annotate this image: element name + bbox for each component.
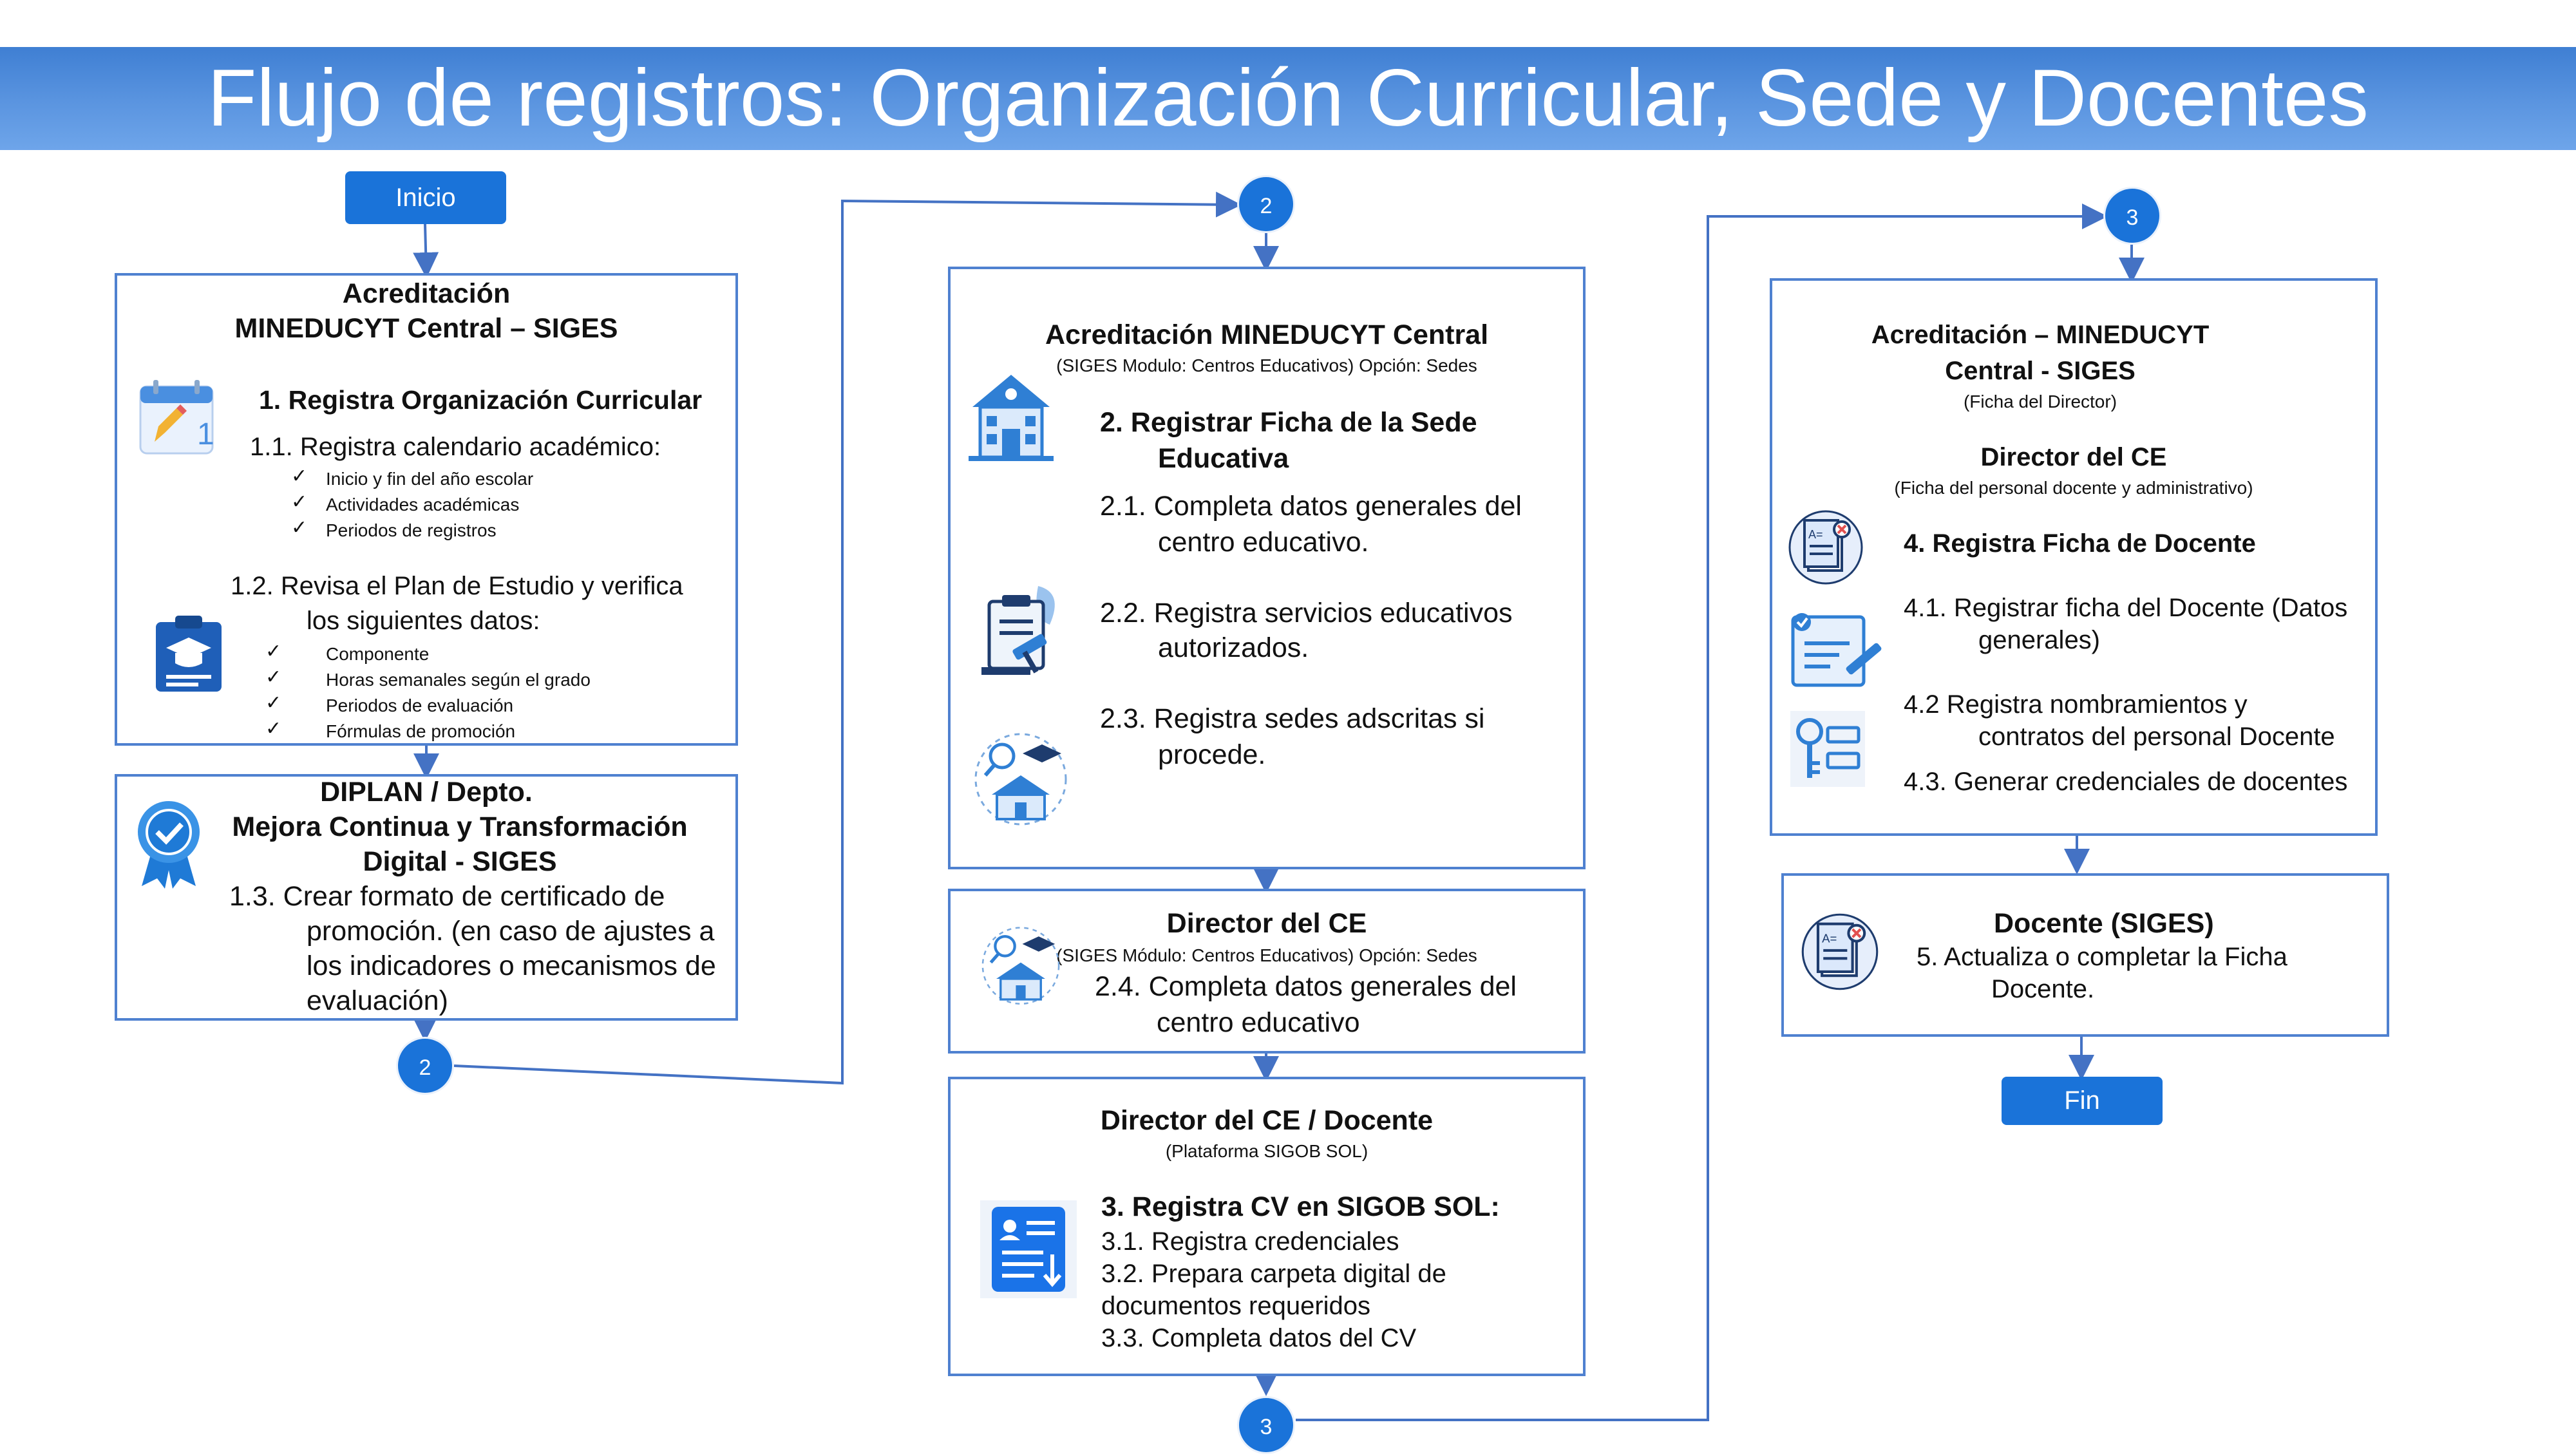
- step2-title-line1: 2. Registrar Ficha de la Sede: [1100, 407, 1477, 438]
- check1-item: Periodos de registros: [326, 520, 497, 540]
- check2-item: Componente: [326, 644, 430, 664]
- diplan-head3: Digital - SIGES: [363, 846, 557, 877]
- step1-head2: MINEDUCYT Central – SIGES: [234, 313, 618, 344]
- step2-4-line2: centro educativo: [1157, 1007, 1360, 1038]
- check-icon: ✓: [265, 718, 282, 739]
- step1-3-line4: evaluación): [307, 985, 448, 1016]
- step2-head: Acreditación MINEDUCYT Central: [1045, 319, 1489, 350]
- docente-head: Docente (SIGES): [1994, 908, 2214, 939]
- step4-head3: Director del CE: [1980, 443, 2167, 471]
- step2-2-line2: autorizados.: [1158, 632, 1309, 663]
- step4-title: 4. Registra Ficha de Docente: [1904, 529, 2256, 558]
- step2-3-line2: procede.: [1158, 739, 1266, 770]
- step4-sub1: (Ficha del Director): [1963, 392, 2117, 411]
- step5-line2: Docente.: [1991, 975, 2095, 1003]
- step3-2-line1: 3.2. Prepara carpeta digital de: [1101, 1260, 1446, 1288]
- step2-4-line1: 2.4. Completa datos generales del: [1095, 971, 1517, 1002]
- step1-3-line2: promoción. (en caso de ajustes a: [307, 916, 715, 947]
- step2-2-line1: 2.2. Registra servicios educativos: [1100, 598, 1513, 629]
- check2-item: Periodos de evaluación: [326, 695, 514, 715]
- step5-line1: 5. Actualiza o completar la Ficha: [1917, 943, 2287, 971]
- step2-title-line2: Educativa: [1158, 443, 1289, 474]
- connector-3-out[interactable]: 3: [1237, 1396, 1295, 1454]
- page-title: Flujo de registros: Organización Curricular, Sede y Docentes: [207, 53, 2369, 143]
- check2-item: Horas semanales según el grado: [326, 670, 591, 690]
- credentials-icon: [1790, 711, 1865, 787]
- search-school-icon: [971, 728, 1070, 828]
- step1-title: 1. Registra Organización Curricular: [259, 385, 703, 415]
- teacher-file-icon: [1788, 506, 1864, 589]
- connector-3-in[interactable]: 3: [2103, 187, 2161, 245]
- diplan-head2: Mejora Continua y Transformación: [232, 811, 688, 842]
- teacher-file-icon: [1801, 909, 1879, 994]
- step1-head1: Acreditación: [342, 278, 511, 309]
- school-building-icon: [962, 362, 1060, 465]
- step4-1-line1: 4.1. Registrar ficha del Docente (Datos: [1904, 594, 2348, 622]
- step1-3-line1: 1.3. Crear formato de certificado de: [229, 881, 665, 912]
- step2-sub: (SIGES Modulo: Centros Educativos) Opción: Sedes: [1056, 355, 1477, 375]
- cv-head: Director del CE / Docente: [1100, 1105, 1434, 1136]
- cv-document-icon: [980, 1200, 1077, 1298]
- step3-2-line2: documentos requeridos: [1101, 1292, 1371, 1320]
- step4-1-line2: generales): [1978, 626, 2101, 654]
- step2-1-line1: 2.1. Completa datos generales del: [1100, 491, 1522, 522]
- step4-head2: Central - SIGES: [1945, 357, 2136, 385]
- end-node[interactable]: Fin: [2002, 1077, 2163, 1125]
- director-sub: (SIGES Módulo: Centros Educativos) Opción: Sedes: [1056, 945, 1477, 965]
- check-icon: ✓: [291, 517, 308, 538]
- step3-title: 3. Registra CV en SIGOB SOL:: [1101, 1191, 1500, 1222]
- step4-sub2: (Ficha del personal docente y administrativo): [1894, 478, 2253, 498]
- step2-1-line2: centro educativo.: [1158, 527, 1369, 558]
- diplan-head1: DIPLAN / Depto.: [320, 777, 533, 808]
- check-icon: ✓: [291, 466, 308, 487]
- step1-2-line2: los siguientes datos:: [307, 607, 540, 635]
- step2-3-line1: 2.3. Registra sedes adscritas si: [1100, 703, 1485, 734]
- svg-text:1: 1: [197, 417, 214, 451]
- step3-3: 3.3. Completa datos del CV: [1101, 1324, 1417, 1352]
- start-node[interactable]: Inicio: [345, 171, 506, 224]
- search-school-icon: [979, 922, 1063, 1007]
- calendar-icon: [137, 377, 216, 457]
- check-icon: ✓: [265, 641, 282, 662]
- svg-text:A=: A=: [1808, 528, 1823, 541]
- step1-2-line1: 1.2. Revisa el Plan de Estudio y verifica: [231, 572, 683, 600]
- study-plan-icon: [152, 613, 225, 694]
- step4-head1: Acreditación – MINEDUCYT: [1871, 321, 2210, 349]
- step1-1: 1.1. Registra calendario académico:: [250, 433, 661, 461]
- connector-2-in[interactable]: 2: [1237, 175, 1295, 233]
- cv-sub: (Plataforma SIGOB SOL): [1165, 1141, 1368, 1161]
- check-icon: ✓: [265, 667, 282, 688]
- step4-2-line2: contratos del personal Docente: [1978, 723, 2335, 751]
- check1-item: Actividades académicas: [326, 495, 520, 515]
- step1-3-line3: los indicadores o mecanismos de: [307, 950, 716, 981]
- step3-1: 3.1. Registra credenciales: [1101, 1227, 1399, 1256]
- form-edit-icon: [1788, 609, 1884, 693]
- check1-item: Inicio y fin del año escolar: [326, 469, 534, 489]
- svg-text:A=: A=: [1822, 931, 1837, 945]
- step4-3: 4.3. Generar credenciales de docentes: [1904, 768, 2348, 796]
- check-icon: ✓: [265, 692, 282, 714]
- check-icon: ✓: [291, 491, 308, 513]
- director-head: Director del CE: [1166, 908, 1367, 939]
- step4-2-line1: 4.2 Registra nombramientos y: [1904, 690, 2248, 719]
- check2-item: Fórmulas de promoción: [326, 721, 516, 741]
- authorized-services-icon: [974, 580, 1070, 677]
- connector-2-out[interactable]: 2: [396, 1037, 454, 1095]
- award-badge-icon: [133, 799, 205, 889]
